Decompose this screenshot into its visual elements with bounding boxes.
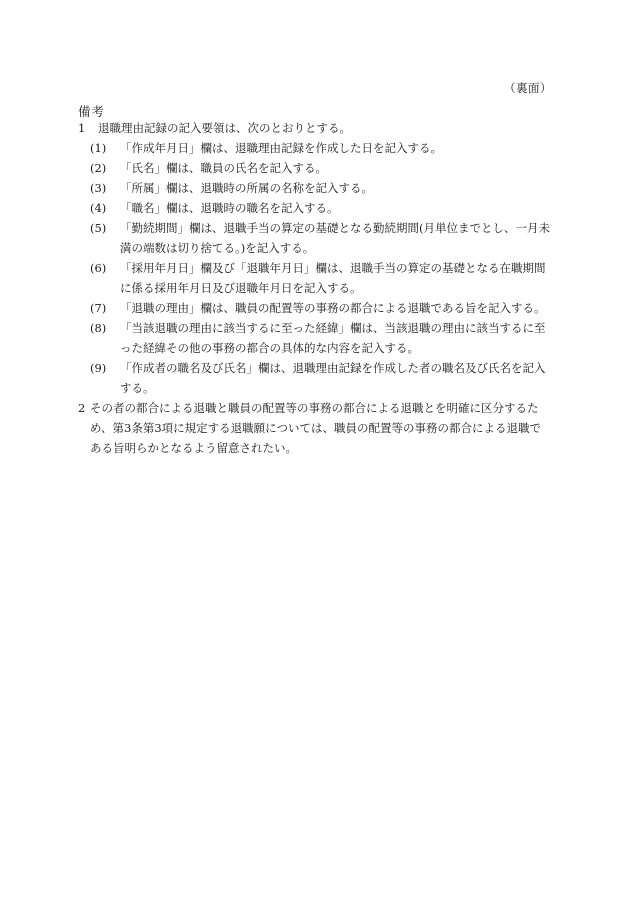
- list-item: [90, 358, 552, 398]
- subitem-number: (6): [90, 261, 107, 275]
- remarks-body: [78, 118, 552, 458]
- subitem-text: 「勤続期間」欄は、退職手当の算定の基礎となる勤続期間(月単位までとし、一月未満の端数は切り捨てる。)を記入する。: [120, 221, 550, 255]
- item-2-text: その者の都合による退職と職員の配置等の事務の都合による退職とを明確に区分するため、第3条第3項に規定する退職願については、職員の配置等の事務の都合による退職である旨明らかとなるよう留意されたい。: [90, 401, 541, 455]
- item-2-number: 2: [78, 401, 86, 415]
- item-1-text: 退職理由記録の記入要領は、次のとおりとする。: [98, 121, 351, 135]
- list-item: [90, 298, 552, 318]
- subitem-text: 「作成者の職名及び氏名」欄は、退職理由記録を作成した者の職名及び氏名を記入する。: [120, 361, 546, 395]
- subitem-number: (2): [90, 161, 107, 175]
- side-label: （裏面）: [504, 81, 552, 95]
- item-1-number: 1: [78, 121, 86, 135]
- subitem-number: (8): [90, 321, 107, 335]
- remarks-heading: 備考: [78, 104, 106, 119]
- subitem-text: 「作成年月日」欄は、退職理由記録を作成した日を記入する。: [120, 141, 442, 155]
- list-item: [90, 318, 552, 358]
- item-2: [78, 398, 552, 458]
- subitem-text: 「職名」欄は、退職時の職名を記入する。: [120, 201, 339, 215]
- item-1: [78, 118, 552, 138]
- subitem-text: 「当該退職の理由に該当するに至った経緯」欄は、当該退職の理由に該当するに至った経緯その他の事務の都合の具体的な内容を記入する。: [120, 321, 546, 355]
- list-item: [90, 198, 552, 218]
- list-item: [90, 138, 552, 158]
- subitem-number: (1): [90, 141, 107, 155]
- subitem-number: (3): [90, 181, 107, 195]
- subitem-number: (4): [90, 201, 107, 215]
- subitem-text: 「氏名」欄は、職員の氏名を記入する。: [120, 161, 327, 175]
- subitem-text: 「退職の理由」欄は、職員の配置等の事務の都合による退職である旨を記入する。: [120, 301, 546, 315]
- subitem-text: 「採用年月日」欄及び「退職年月日」欄は、退職手当の算定の基礎となる在職期間に係る採用年月日及び退職年月日を記入する。: [120, 261, 546, 295]
- subitem-number: (5): [90, 221, 107, 235]
- item-1-subitems: [90, 138, 552, 398]
- list-item: [90, 178, 552, 198]
- subitem-text: 「所属」欄は、退職時の所属の名称を記入する。: [120, 181, 373, 195]
- subitem-number: (9): [90, 361, 107, 375]
- list-item: [90, 258, 552, 298]
- list-item: [90, 158, 552, 178]
- subitem-number: (7): [90, 301, 107, 315]
- list-item: [90, 218, 552, 258]
